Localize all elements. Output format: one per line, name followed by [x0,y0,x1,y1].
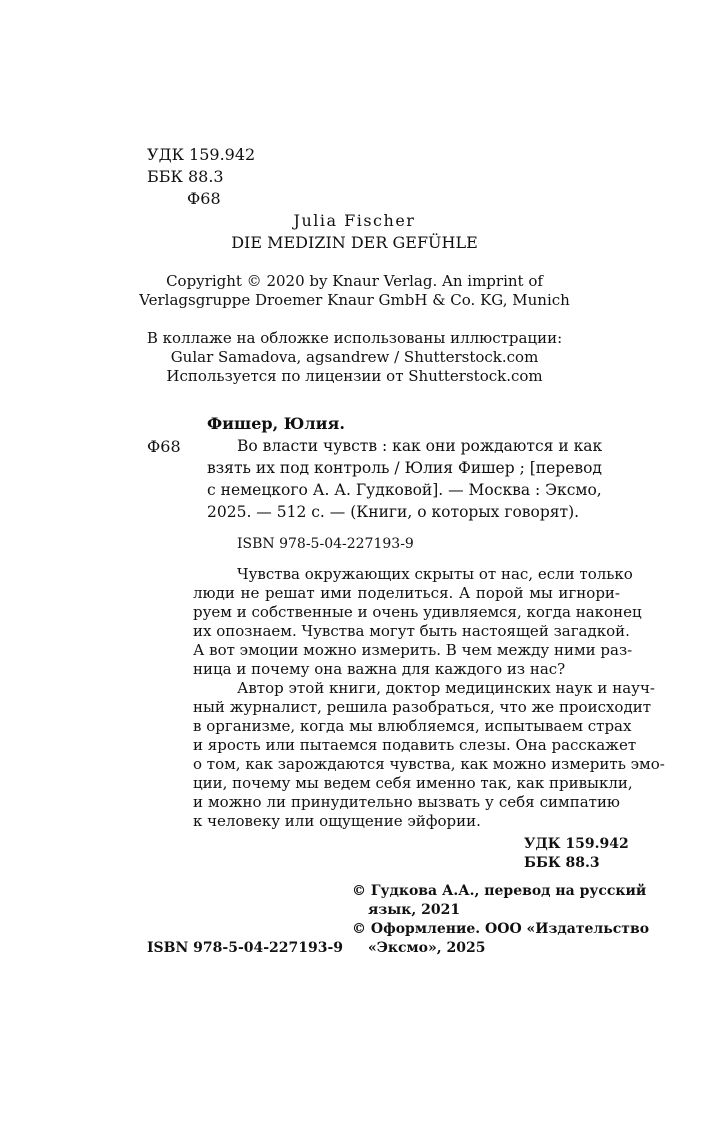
annotation-line: и можно ли принудительно вызвать у себя симпатию [193,793,620,811]
annotation-line: ный журналист, решила разобраться, что же происходит [193,698,651,716]
annotation-line: люди не решат ими поделиться. А порой мы игнори- [193,584,620,602]
annotation-line: о том, как зарождаются чувства, как можно измерить эмо- [193,755,665,773]
bib-isbn: ISBN 978-5-04-227193-9 [237,536,414,552]
illustrations-line-3: Используется по лицензии от Shutterstock.com [166,367,543,385]
design-copyright-line-1: © Оформление. ООО «Издательство [352,921,650,937]
translation-copyright-line-1: © Гудкова А.А., перевод на русский [352,883,647,899]
annotation-line: Автор этой книги, доктор медицинских наук и науч- [237,679,655,697]
udk-code-bold: УДК 159.942 [524,836,629,852]
copyright-line-1: Copyright © 2020 by Knaur Verlag. An imprint of [166,272,543,290]
author-mark: Ф68 [187,189,221,208]
bib-author-heading: Фишер, Юлия. [207,414,345,433]
bib-line: 2025. — 512 с. — (Книги, о которых говорят). [207,503,580,521]
annotation-line: к человеку или ощущение эйфории. [193,812,481,830]
original-author: Julia Fischer [293,211,416,230]
original-title: DIE MEDIZIN DER GEFÜHLE [231,233,478,252]
bib-line: взять их под контроль / Юлия Фишер ; [перевод [207,459,602,477]
footer-isbn: ISBN 978-5-04-227193-9 [147,940,344,956]
annotation-line: руем и собственные и очень удивляемся, когда наконец [193,603,642,621]
annotation-line: ции, почему мы ведем себя именно так, как привыкли, [193,774,633,792]
annotation-line: ница и почему она важна для каждого из нас? [193,660,566,678]
annotation-line: Чувства окружающих скрыты от нас, если только [237,565,633,583]
illustrations-line-2: Gular Samadova, agsandrew / Shutterstock.com [170,348,539,366]
design-copyright-line-2: «Эксмо», 2025 [368,940,486,956]
translation-copyright-line-2: язык, 2021 [368,902,461,918]
bib-line: Во власти чувств : как они рождаются и как [237,437,603,455]
annotation-line: А вот эмоции можно измерить. В чем между ними раз- [193,641,633,659]
bbk-code: ББК 88.3 [147,167,224,186]
bib-line: с немецкого А. А. Гудковой]. — Москва : Эксмо, [207,481,602,499]
copyright-line-2: Verlagsgruppe Droemer Knaur GmbH & Co. KG, Munich [139,291,570,309]
annotation-line: в организме, когда мы влюбляемся, испытываем страх [193,717,632,735]
annotation-line: их опознаем. Чувства могут быть настоящей загадкой. [193,622,630,640]
annotation-line: и ярость или пытаемся подавить слезы. Она расскажет [193,736,637,754]
bib-mark: Ф68 [147,437,181,456]
bbk-code-bold: ББК 88.3 [524,855,600,871]
udk-code: УДК 159.942 [147,145,256,164]
illustrations-line-1: В коллаже на обложке использованы иллюстрации: [146,329,563,347]
